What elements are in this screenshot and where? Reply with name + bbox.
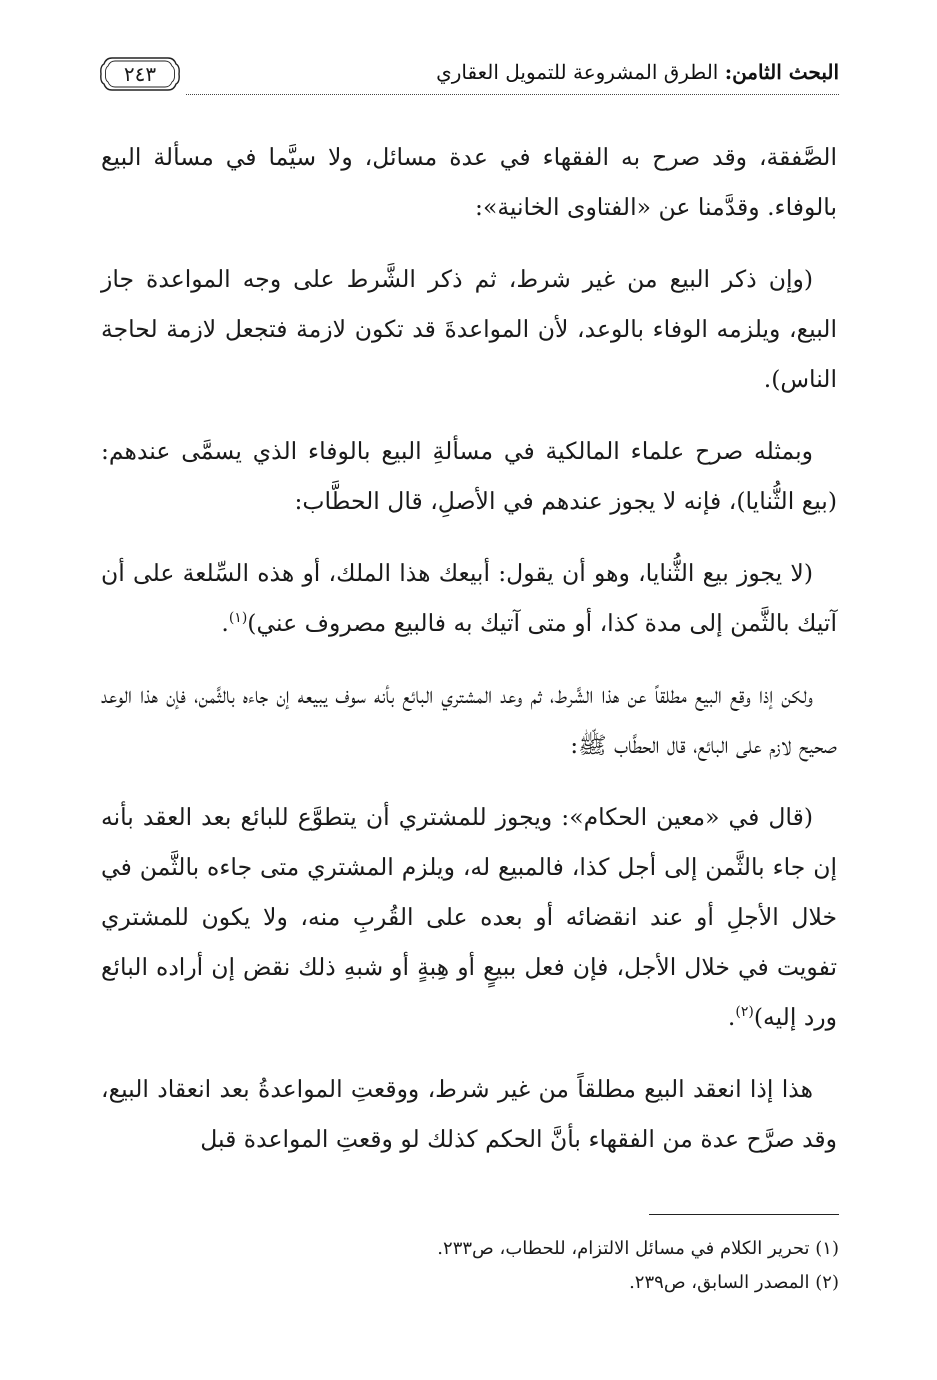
paragraph-text: (قال في «معين الحكام»: ويجوز للمشتري أن يتطوَّع للبائع بعد العقد بأنه إن جاء بالثَّمن إلى أجل كذا، فالمبيع له، ويلزم المشتري متى جاءه بالثَّمن في خلال الأجلِ أو عند انقضائه أو بعده على القُربِ منه، ولا يكون للمشتري تفويت في خلال الأجل، فإن فعل ببيعٍ أو هِبةٍ أو شبهِ ذلك نقض إن أراده البائع ورد إليه): [101, 803, 837, 1031]
paragraph-text: الصَّفقة، وقد صرح به الفقهاء في عدة مسائل، ولا سيَّما في مسألة البيع بالوفاء. وقدَّمنا عن «الفتاوى الخانية»:: [101, 143, 837, 221]
paragraph-end: .: [727, 1003, 736, 1031]
paragraph-text: ولكن إذا وقع البيع مطلقاً عن هذا الشَّرط، ثم وعد المشتري البائع بأنه سوف يبيعه إن جاءه بالثَّمن، فإن هذا الوعد صحيح لازم على البائع، قال الحطَّاب ﷺ:: [101, 681, 837, 759]
footnotes: [103, 1232, 839, 1300]
chapter-label: البحث الثامن:: [724, 60, 839, 84]
footnote-text: المصدر السابق، ص٢٣٩.: [629, 1272, 810, 1293]
paragraph-text: وبمثله صرح علماء المالكية في مسألةِ البيع بالوفاء الذي يسمَّى عندهم: (بيع الثُّنايا)، فإنه لا يجوز عندهم في الأصلِ، قال الحطَّاب:: [101, 437, 837, 515]
footnote-1: [103, 1232, 839, 1266]
paragraph-6-quote: [101, 792, 837, 1042]
footnote-text: تحرير الكلام في مسائل الالتزام، للحطاب، ص٢٣٣.: [437, 1238, 810, 1259]
footnote-ref-1[interactable]: (١): [228, 610, 248, 627]
paragraph-2-quote: [101, 254, 837, 404]
header-rule: [186, 94, 839, 95]
page-number: ٢٤٣: [123, 62, 157, 86]
footnote-ref-2[interactable]: (٢): [735, 1004, 754, 1021]
footnote-2: [103, 1266, 839, 1300]
running-title: [436, 60, 839, 84]
paragraph-3: [101, 426, 837, 526]
page-number-frame: [98, 54, 182, 94]
footnote-mark: (١): [815, 1238, 839, 1259]
paragraph-5: [101, 670, 837, 770]
body-text: [101, 132, 837, 1186]
paragraph-text: (وإن ذكر البيع من غير شرط، ثم ذكر الشَّرط على وجه المواعدة جاز البيع، ويلزمه الوفاء بالوعد، لأن المواعدةَ قد تكون لازمة فتجعل لازمة لحاجة الناس).: [101, 265, 837, 393]
paragraph-text: (لا يجوز بيع الثُّنايا، وهو أن يقول: أبيعك هذا الملك، أو هذه السِّلعة على أن آتيك بالثَّمن إلى مدة كذا، أو متى آتيك به فالبيع مصروف عني): [101, 559, 837, 637]
paragraph-7: [101, 1064, 837, 1164]
paragraph-text: هذا إذا انعقد البيع مطلقاً من غير شرط، ووقعتِ المواعدةُ بعد انعقاد البيع، وقد صرَّح عدة من الفقهاء بأنَّ الحكم كذلك لو وقعتِ المواعدة قبل: [101, 1075, 837, 1153]
paragraph-1: [101, 132, 837, 232]
running-head: [98, 52, 839, 96]
paragraph-end: .: [221, 609, 229, 637]
footnote-rule: [649, 1214, 839, 1215]
footnote-mark: (٢): [815, 1272, 839, 1293]
section-title: الطرق المشروعة للتمويل العقاري: [436, 60, 719, 84]
paragraph-4-quote: [101, 548, 837, 648]
